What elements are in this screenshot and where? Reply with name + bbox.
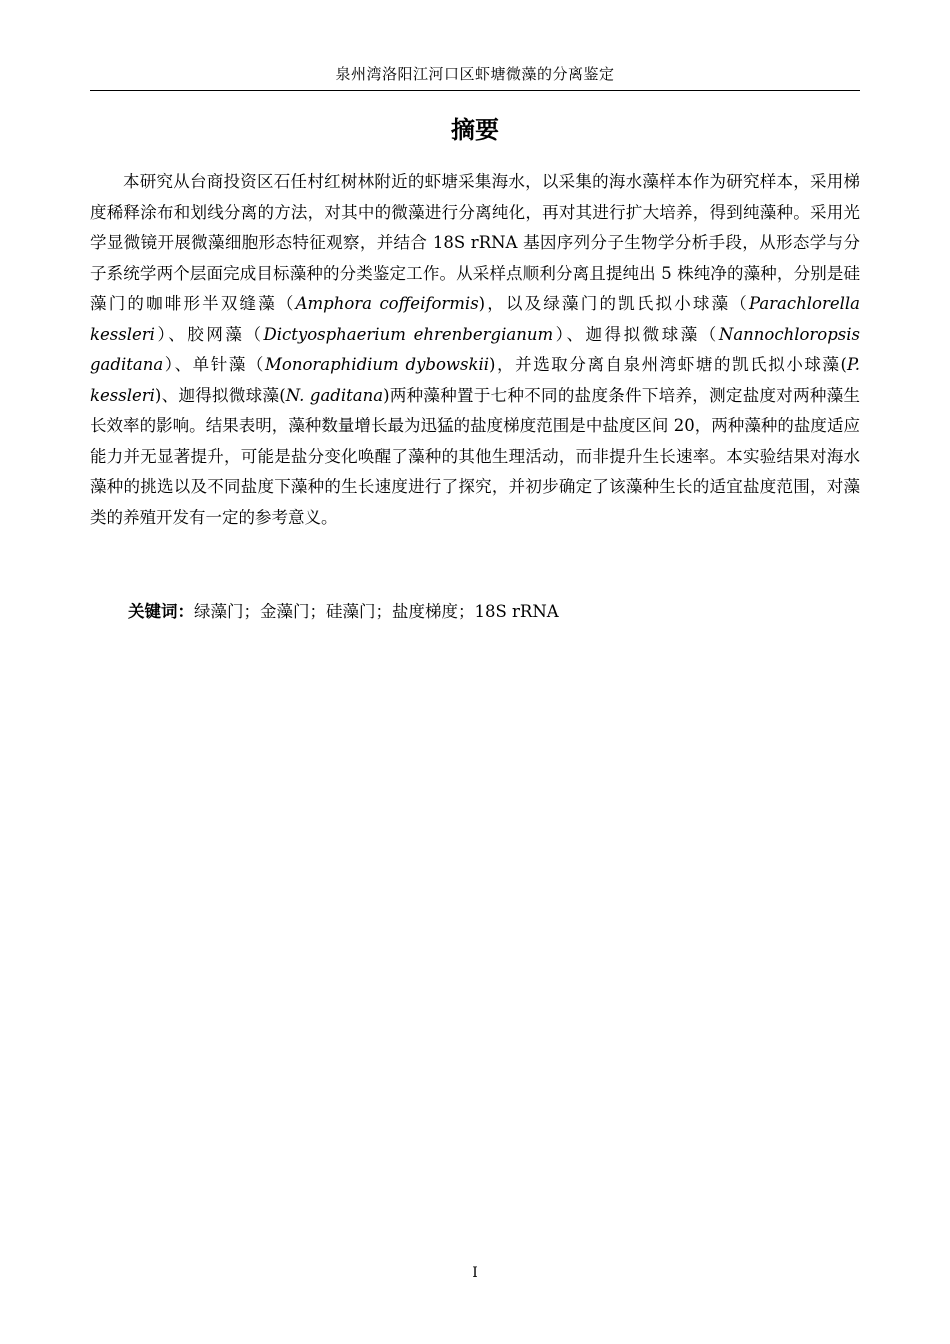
- running-header: 泉州湾洛阳江河口区虾塘微藻的分离鉴定: [335, 65, 615, 83]
- abstract-title: 摘要: [451, 116, 499, 144]
- species-name-amphora-coffeiformis: Amphora coffeiformis: [295, 294, 479, 313]
- abstract-text: 本研究从台商投资区石任村红树林附近的虾塘采集海水，以采集的海水藻样本作为研究样本，采用梯度稀释涂布和划线分离的方法，对其中的微藻进行分离纯化，再对其进行扩大培养，得到纯藻种。采用光学显微镜开展微藻细胞形态特征观察，并结合 18S rRNA 基因序列分子生物学分析手段，从形态学与分子系统学两个层面完成目标藻种的分类鉴定工作。从采样点顺利分离且提纯出 5 株纯净的藻种，分别是硅藻门的咖啡形半双缝藻（: [90, 172, 860, 313]
- abstract-text: ）、单针藻（: [163, 355, 265, 374]
- abstract-text: )，以及绿藻门的凯氏拟小球藻（: [478, 294, 749, 313]
- species-name-parachlorella-kessleri: Parachlorella kessleri: [90, 294, 861, 344]
- species-name-dictyosphaerium: Dictyosphaerium ehrenbergianum: [263, 324, 554, 344]
- abstract-body: [90, 167, 860, 533]
- species-abbrev-p-kessleri: P. kessleri: [90, 355, 861, 405]
- abstract-text: )，并选取分离自泉州湾虾塘的凯氏拟小球藻(: [489, 355, 847, 374]
- abstract-text: ）、胶网藻（: [154, 324, 264, 344]
- species-name-nannochloropsis-gaditana: Nannochloropsis gaditana: [90, 324, 861, 374]
- header-divider: [90, 90, 860, 91]
- keywords-label: 关键词：: [128, 602, 194, 621]
- species-abbrev-n-gaditana: N. gaditana: [285, 385, 384, 405]
- species-name-monoraphidium-dybowskii: Monoraphidium dybowskii: [264, 355, 490, 374]
- abstract-text: )两种藻种置于七种不同的盐度条件下培养，测定盐度对两种藻生长效率的影响。结果表明，藻种数量增长最为迅猛的盐度梯度范围是中盐度区间 20，两种藻种的盐度适应能力并无显著提升，可能是盐分变化唤醒了藻种的其他生理活动，而非提升生长速率。本实验结果对海水藻种的挑选以及不同盐度下藻种的生长速度进行了探究，并初步确定了该藻种生长的适宜盐度范围，对藻类的养殖开发有一定的参考意义。: [90, 385, 861, 527]
- keywords-value: 绿藻门；金藻门；硅藻门；盐度梯度；18S rRNA: [194, 602, 559, 621]
- page-number: I: [472, 1265, 478, 1281]
- abstract-text: ）、迦得拟微球藻（: [553, 324, 719, 344]
- abstract-text: )、迦得拟微球藻(: [154, 385, 286, 405]
- keywords-line: [128, 597, 858, 627]
